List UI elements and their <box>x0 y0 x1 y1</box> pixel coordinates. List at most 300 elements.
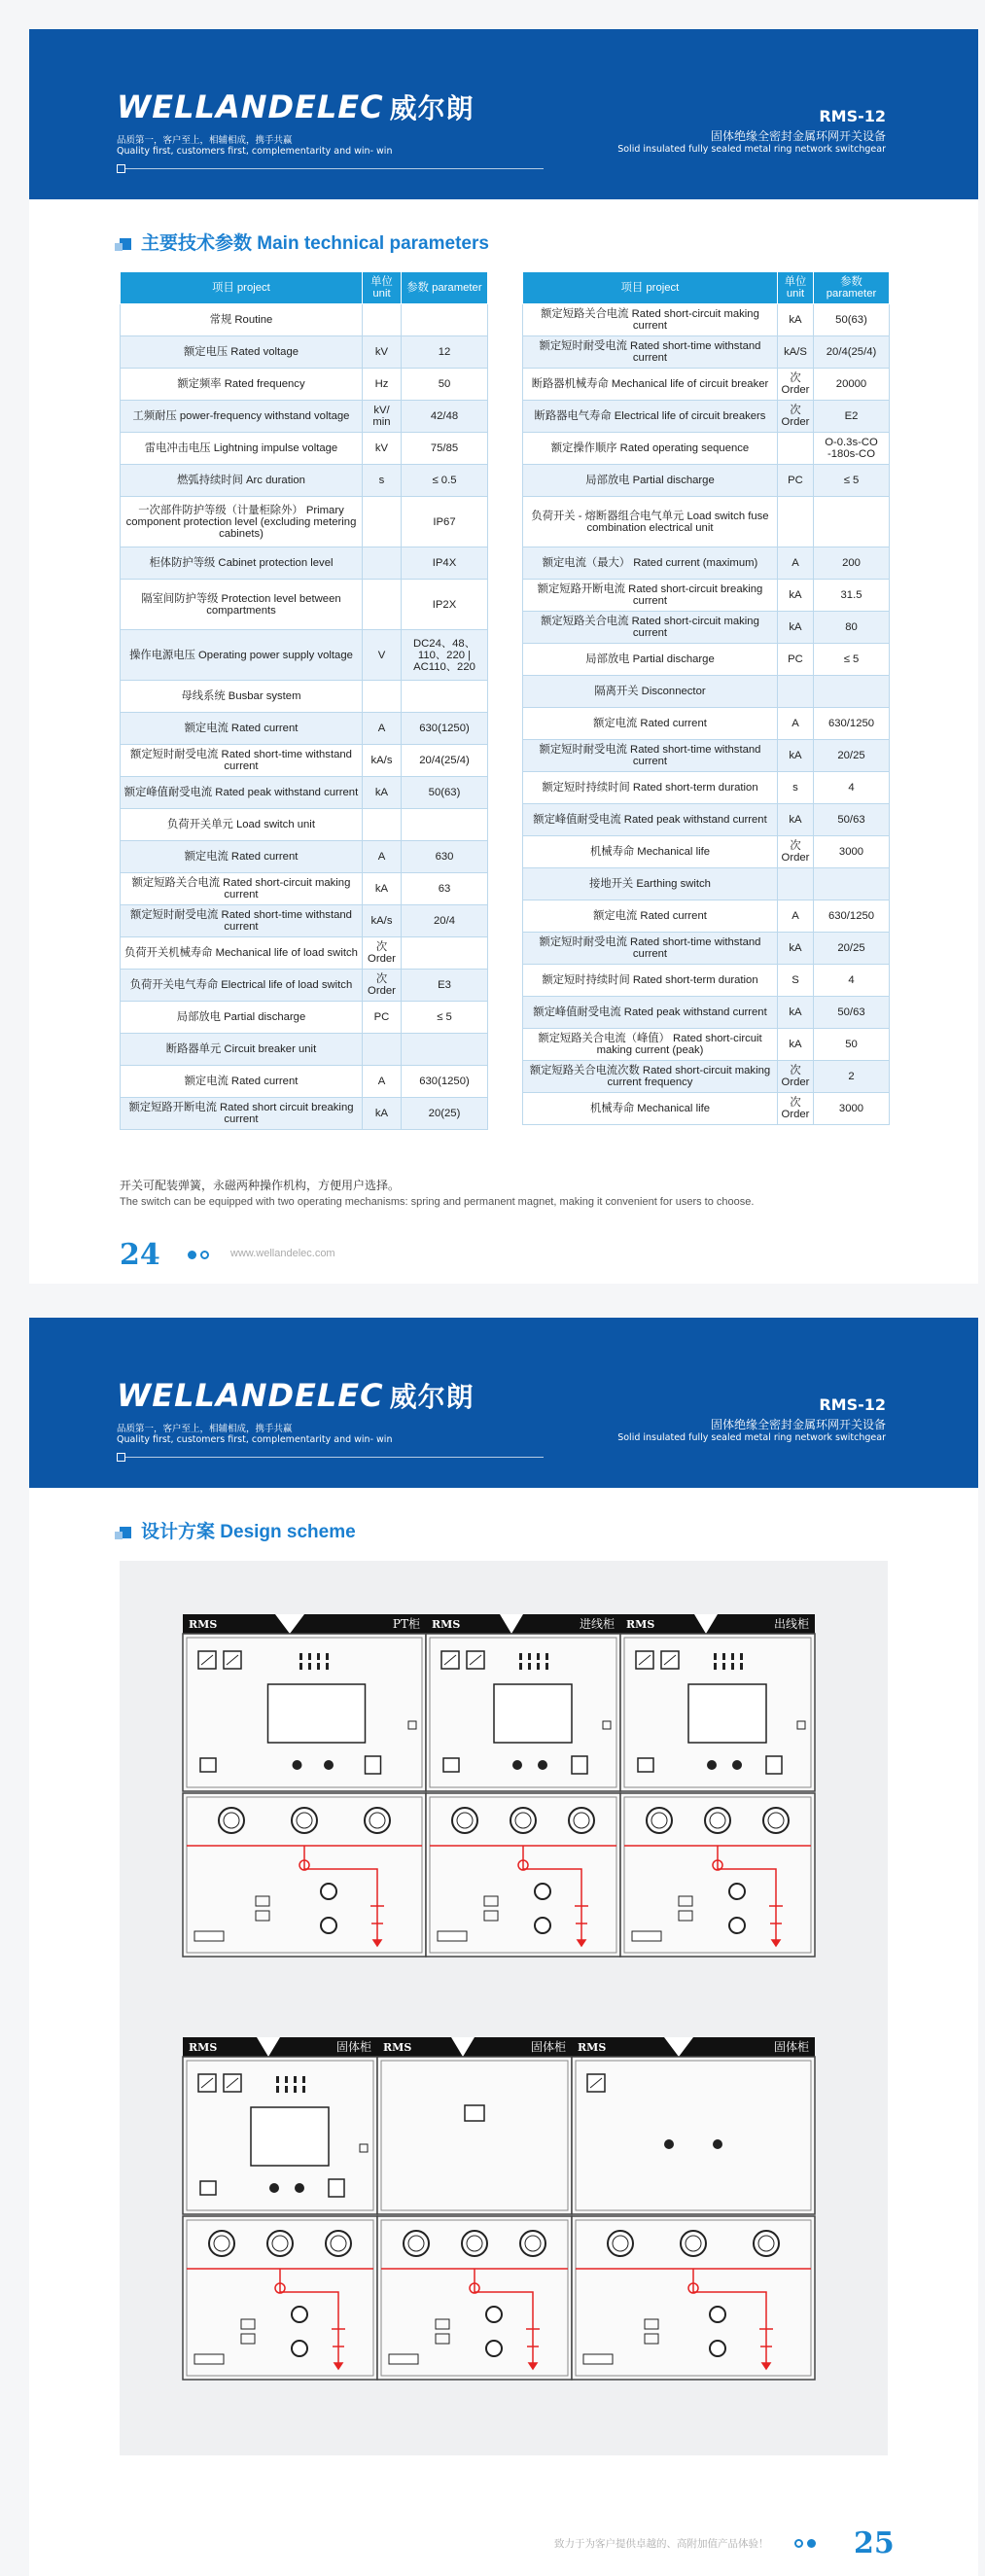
cell-unit: kV/ min <box>363 401 402 433</box>
cell-unit <box>363 304 402 336</box>
cell-parameter <box>402 681 488 713</box>
cabinet <box>183 1614 426 1957</box>
cell-parameter: 630(1250) <box>402 1066 488 1098</box>
cell-parameter: 50 <box>814 1029 890 1061</box>
cell-project: 负荷开关 - 熔断器组合电气单元 Load switch fuse combination electrical unit <box>523 497 778 547</box>
nameplate <box>438 1931 467 1941</box>
col-header-unit: 单位 unit <box>778 272 814 304</box>
cell-project: 额定短路关合电流次数 Rated short-circuit making current frequency <box>523 1061 778 1093</box>
cell-project: 断路器电气寿命 Electrical life of circuit breakers <box>523 401 778 433</box>
cell-unit: s <box>363 465 402 497</box>
cell-parameter: E2 <box>814 401 890 433</box>
cell-project: 额定短路关合电流 Rated short-circuit making current <box>523 304 778 336</box>
cell-project: 额定短时持续时间 Rated short-term duration <box>523 965 778 997</box>
indicator-light <box>722 1653 725 1660</box>
header-banner <box>29 29 978 199</box>
cell-project: 额定短时耐受电流 Rated short-time withstand current <box>523 933 778 965</box>
cell-parameter <box>402 809 488 841</box>
table-row <box>523 497 890 547</box>
cell-unit: 次 Order <box>363 937 402 970</box>
knob-icon <box>486 2341 502 2356</box>
selector-icon <box>766 1756 782 1774</box>
cell-parameter: IP4X <box>402 547 488 580</box>
switch-icon <box>200 1758 216 1772</box>
cell-parameter: 20/4(25/4) <box>814 336 890 369</box>
brand-name: WELLANDELEC <box>117 1377 384 1414</box>
cell-parameter: 630/1250 <box>814 900 890 933</box>
bushing-icon <box>705 1808 730 1833</box>
cell-unit: A <box>778 900 814 933</box>
cell-unit: A <box>363 713 402 745</box>
table-row <box>121 970 488 1002</box>
cell-project: 额定短时耐受电流 Rated short-time withstand current <box>523 740 778 772</box>
cell-parameter: 3000 <box>814 836 890 868</box>
brand-name: WELLANDELEC <box>117 88 384 125</box>
indicator-light <box>519 1663 522 1670</box>
cell-unit: A <box>363 1066 402 1098</box>
cell-unit: A <box>778 547 814 580</box>
cell-project: 额定电流 Rated current <box>121 841 363 873</box>
table-row <box>523 772 890 804</box>
cell-project: 母线系统 Busbar system <box>121 681 363 713</box>
indicator-light <box>731 1663 734 1670</box>
cell-parameter: 20/4 <box>402 905 488 937</box>
table-row <box>523 369 890 401</box>
cell-project: 额定电流 Rated current <box>523 708 778 740</box>
cabinet-brand: RMS <box>578 2041 607 2054</box>
cell-unit <box>363 580 402 630</box>
table-row <box>523 836 890 868</box>
bushing-icon <box>681 2231 706 2256</box>
cell-parameter: IP67 <box>402 497 488 547</box>
button-icon <box>293 1760 302 1770</box>
page-dots-icon <box>188 1251 209 1259</box>
indicator-light <box>537 1663 540 1670</box>
cell-parameter: 4 <box>814 965 890 997</box>
bushing-icon <box>452 1808 477 1833</box>
cell-unit: s <box>778 772 814 804</box>
cabinet-title: 固体柜 <box>530 2040 566 2054</box>
cell-project: 额定峰值耐受电流 Rated peak withstand current <box>121 777 363 809</box>
indicator-light <box>326 1663 329 1670</box>
section-marker-icon <box>120 238 131 250</box>
cell-project: 额定短路关合电流（峰值） Rated short-circuit making current (peak) <box>523 1029 778 1061</box>
page-number: 25 <box>854 2526 895 2560</box>
table-row <box>121 497 488 547</box>
cell-unit <box>778 433 814 465</box>
table-row <box>523 997 890 1029</box>
col-header-parameter: 参数 parameter <box>814 272 890 304</box>
indicator-light <box>740 1653 743 1660</box>
indicator-light <box>285 2086 288 2093</box>
knob-icon <box>321 1884 336 1899</box>
cell-parameter: DC24、48、110、220 | AC110、220 <box>402 630 488 681</box>
knob-icon <box>729 1918 745 1933</box>
cell-unit: kA <box>778 580 814 612</box>
bushing-icon <box>462 2231 487 2256</box>
button-icon <box>713 2139 722 2149</box>
cell-parameter: 75/85 <box>402 433 488 465</box>
knob-icon <box>535 1884 550 1899</box>
cabinet-brand: RMS <box>432 1618 461 1631</box>
cabinet-brand: RMS <box>189 2041 218 2054</box>
cell-unit: kA <box>778 997 814 1029</box>
cell-unit <box>363 681 402 713</box>
cell-unit: kA <box>363 1098 402 1130</box>
cell-unit <box>363 547 402 580</box>
section-title-text: 主要技术参数 Main technical parameters <box>141 233 489 254</box>
switch-icon <box>443 1758 459 1772</box>
table-row <box>121 630 488 681</box>
cell-project: 额定短路开断电流 Rated short-circuit breaking current <box>523 580 778 612</box>
knob-icon <box>729 1884 745 1899</box>
cabinet <box>183 2037 377 2380</box>
note-en: The switch can be equipped with two operating mechanisms: spring and permanent magnet, making it convenient for users to choose. <box>120 1196 755 1208</box>
cell-unit: A <box>363 841 402 873</box>
cell-unit <box>778 868 814 900</box>
cell-parameter: 3000 <box>814 1093 890 1125</box>
brand-logo <box>117 88 475 126</box>
knob-icon <box>321 1918 336 1933</box>
cell-project: 负荷开关单元 Load switch unit <box>121 809 363 841</box>
table-row <box>523 740 890 772</box>
section-title <box>120 1517 356 1543</box>
cell-unit <box>778 497 814 547</box>
cell-parameter <box>814 497 890 547</box>
table-row <box>121 580 488 630</box>
switch-icon <box>638 1758 653 1772</box>
indicator-light <box>537 1653 540 1660</box>
model-name-cn: 固体绝缘全密封金属环网开关设备 <box>710 129 886 143</box>
cell-parameter: 630 <box>402 841 488 873</box>
cell-parameter: 20/4(25/4) <box>402 745 488 777</box>
cell-unit <box>363 1034 402 1066</box>
table-row <box>121 873 488 905</box>
section-marker-icon <box>120 1527 131 1538</box>
cell-project: 常规 Routine <box>121 304 363 336</box>
display-panel <box>494 1684 572 1743</box>
cell-unit: PC <box>363 1002 402 1034</box>
cell-unit <box>363 809 402 841</box>
bushing-icon <box>267 2231 293 2256</box>
table-row <box>523 304 890 336</box>
website-link[interactable]: www.wellandelec.com <box>230 1248 335 1259</box>
table-row <box>121 1002 488 1034</box>
switchgear-drawing <box>120 1561 888 2455</box>
cell-project: 额定电流 Rated current <box>523 900 778 933</box>
indicator-light <box>308 1653 311 1660</box>
cell-project: 工频耐压 power-frequency withstand voltage <box>121 401 363 433</box>
bushing-icon <box>569 1808 594 1833</box>
cell-project: 雷电冲击电压 Lightning impulse voltage <box>121 433 363 465</box>
cell-parameter: 31.5 <box>814 580 890 612</box>
table-row <box>121 777 488 809</box>
table-row <box>523 336 890 369</box>
indicator-light <box>317 1653 320 1660</box>
cell-project: 额定短时耐受电流 Rated short-time withstand current <box>523 336 778 369</box>
cell-parameter: ≤ 0.5 <box>402 465 488 497</box>
cell-parameter: 50/63 <box>814 804 890 836</box>
bushing-icon <box>404 2231 429 2256</box>
table-row <box>523 1029 890 1061</box>
nameplate <box>583 2354 613 2364</box>
bushing-icon <box>326 2231 351 2256</box>
indicator-light <box>276 2076 279 2083</box>
page-25 <box>29 1318 978 2576</box>
table-row <box>121 547 488 580</box>
cell-unit: 次 Order <box>778 369 814 401</box>
cell-parameter: 63 <box>402 873 488 905</box>
display-panel <box>251 2107 329 2166</box>
cabinet-brand: RMS <box>383 2041 412 2054</box>
model-number: RMS-12 <box>819 107 886 125</box>
indicator-light <box>294 2086 297 2093</box>
cell-project: 额定短时持续时间 Rated short-term duration <box>523 772 778 804</box>
cell-project: 机械寿命 Mechanical life <box>523 1093 778 1125</box>
cell-project: 额定电压 Rated voltage <box>121 336 363 369</box>
cabinet <box>572 2037 815 2380</box>
table-row <box>121 336 488 369</box>
indicator-light <box>276 2086 279 2093</box>
bushing-icon <box>520 2231 545 2256</box>
section-title <box>120 229 489 255</box>
section-title-text: 设计方案 Design scheme <box>141 1522 356 1542</box>
cell-project: 隔离开关 Disconnector <box>523 676 778 708</box>
table-row <box>121 809 488 841</box>
cell-parameter: ≤ 5 <box>814 465 890 497</box>
cell-parameter: 80 <box>814 612 890 644</box>
button-icon <box>269 2183 279 2193</box>
indicator-light <box>302 2086 305 2093</box>
cell-project: 机械寿命 Mechanical life <box>523 836 778 868</box>
cell-unit: kA <box>363 777 402 809</box>
decor-square <box>117 1453 125 1462</box>
cell-unit: PC <box>778 465 814 497</box>
col-header-parameter: 参数 parameter <box>402 272 488 304</box>
decor-line <box>125 168 544 169</box>
cell-project: 断路器机械寿命 Mechanical life of circuit breaker <box>523 369 778 401</box>
table-row <box>523 708 890 740</box>
indicator-light <box>285 2076 288 2083</box>
indicator-light <box>722 1663 725 1670</box>
cell-unit: kA <box>778 304 814 336</box>
model-name-en: Solid insulated fully sealed metal ring network switchgear <box>617 144 886 155</box>
upper-compartment <box>572 2057 815 2214</box>
cell-parameter: 12 <box>402 336 488 369</box>
table-row <box>121 401 488 433</box>
cell-parameter: 630/1250 <box>814 708 890 740</box>
table-row <box>523 580 890 612</box>
cell-project: 接地开关 Earthing switch <box>523 868 778 900</box>
page-number: 24 <box>120 1238 160 1272</box>
indicator-light <box>299 1663 302 1670</box>
header-banner <box>29 1318 978 1488</box>
cell-parameter <box>402 1034 488 1066</box>
nameplate <box>632 1931 661 1941</box>
cell-unit: kV <box>363 433 402 465</box>
table-row <box>121 1034 488 1066</box>
table-row <box>121 304 488 336</box>
indicator-light <box>545 1663 548 1670</box>
cell-parameter <box>814 868 890 900</box>
brand-logo <box>117 1376 475 1415</box>
indicator-light <box>545 1653 548 1660</box>
cell-unit: kA/s <box>363 745 402 777</box>
model-name-en: Solid insulated fully sealed metal ring network switchgear <box>617 1432 886 1443</box>
table-row <box>121 1066 488 1098</box>
cell-parameter: 50 <box>402 369 488 401</box>
cell-project: 额定频率 Rated frequency <box>121 369 363 401</box>
cell-unit: A <box>778 708 814 740</box>
cell-unit: kA <box>778 740 814 772</box>
table-row <box>523 965 890 997</box>
cell-project: 局部放电 Partial discharge <box>121 1002 363 1034</box>
table-row <box>523 465 890 497</box>
cabinet-title: 固体柜 <box>773 2040 809 2054</box>
slogan-en: Quality first, customers first, complementarity and win- win <box>117 146 393 157</box>
cell-unit: 次 Order <box>778 836 814 868</box>
selector-icon <box>329 2179 344 2197</box>
bushing-icon <box>209 2231 234 2256</box>
cell-unit: kA/S <box>778 336 814 369</box>
table-row <box>121 433 488 465</box>
table-row <box>523 900 890 933</box>
cell-project: 额定短路开断电流 Rated short circuit breaking current <box>121 1098 363 1130</box>
cell-parameter: 50(63) <box>814 304 890 336</box>
cell-unit: kA <box>778 933 814 965</box>
button-icon <box>324 1760 334 1770</box>
cell-unit: V <box>363 630 402 681</box>
cabinet <box>377 2037 572 2380</box>
cell-unit: kV <box>363 336 402 369</box>
table-row <box>523 1093 890 1125</box>
indicator-light <box>731 1653 734 1660</box>
cell-unit: kA <box>778 612 814 644</box>
knob-icon <box>710 2307 725 2322</box>
cell-parameter: 200 <box>814 547 890 580</box>
cell-unit: kA <box>778 1029 814 1061</box>
display-panel <box>268 1684 366 1743</box>
cabinet-header <box>183 1614 426 1634</box>
nameplate <box>194 2354 224 2364</box>
cabinet-brand: RMS <box>626 1618 655 1631</box>
table-row <box>121 713 488 745</box>
cell-parameter: 20(25) <box>402 1098 488 1130</box>
cell-unit: 次 Order <box>778 401 814 433</box>
cell-parameter: 42/48 <box>402 401 488 433</box>
table-row <box>121 841 488 873</box>
slogan-cn: 品质第一，客户至上，相辅相成，携手共赢 <box>117 135 293 146</box>
cell-parameter: 2 <box>814 1061 890 1093</box>
cell-unit <box>778 676 814 708</box>
table-row <box>523 644 890 676</box>
cell-project: 额定电流（最大） Rated current (maximum) <box>523 547 778 580</box>
bushing-icon <box>754 2231 779 2256</box>
indicator-light <box>528 1663 531 1670</box>
cell-parameter: 630(1250) <box>402 713 488 745</box>
table-row <box>121 369 488 401</box>
table-row <box>523 933 890 965</box>
bushing-icon <box>608 2231 633 2256</box>
col-header-project: 项目 project <box>523 272 778 304</box>
button-icon <box>538 1760 547 1770</box>
cell-parameter <box>814 676 890 708</box>
cell-parameter: 20/25 <box>814 933 890 965</box>
cell-parameter <box>402 304 488 336</box>
table-row <box>121 745 488 777</box>
cabinet-title: 出线柜 <box>773 1617 809 1631</box>
cell-project: 额定峰值耐受电流 Rated peak withstand current <box>523 804 778 836</box>
nameplate <box>194 1931 224 1941</box>
cell-parameter: 20/25 <box>814 740 890 772</box>
cell-parameter: O-0.3s-CO -180s-CO <box>814 433 890 465</box>
table-row <box>523 676 890 708</box>
cell-parameter: E3 <box>402 970 488 1002</box>
bushing-icon <box>763 1808 789 1833</box>
selector-icon <box>572 1756 587 1774</box>
cell-project: 隔室间防护等级 Protection level between compartments <box>121 580 363 630</box>
table-row <box>121 681 488 713</box>
cell-project: 操作电源电压 Operating power supply voltage <box>121 630 363 681</box>
cell-project: 燃弧持续时间 Arc duration <box>121 465 363 497</box>
brand-name-cn: 威尔朗 <box>389 92 475 124</box>
selector-icon <box>366 1756 381 1774</box>
cabinet-title: 固体柜 <box>335 2040 371 2054</box>
indicator-light <box>299 1653 302 1660</box>
cell-parameter <box>402 937 488 970</box>
switch-icon <box>465 2105 484 2121</box>
indicator-light <box>714 1653 717 1660</box>
cell-project: 一次部件防护等级（计量柜除外） Primary component protection level (excluding metering cabinets) <box>121 497 363 547</box>
knob-icon <box>486 2307 502 2322</box>
indicator-light <box>302 2076 305 2083</box>
cabinet <box>620 1614 815 1957</box>
button-icon <box>707 1760 717 1770</box>
bushing-icon <box>647 1808 672 1833</box>
spec-table-left <box>120 271 488 1130</box>
indicator-light <box>714 1663 717 1670</box>
button-icon <box>732 1760 742 1770</box>
bushing-icon <box>219 1808 244 1833</box>
cell-project: 断路器单元 Circuit breaker unit <box>121 1034 363 1066</box>
design-scheme-panel <box>120 1561 888 2455</box>
cell-project: 额定峰值耐受电流 Rated peak withstand current <box>523 997 778 1029</box>
cell-unit: 次 Order <box>778 1093 814 1125</box>
page-dots-icon <box>794 2539 816 2548</box>
cell-project: 额定短时耐受电流 Rated short-time withstand current <box>121 745 363 777</box>
slogan-en: Quality first, customers first, complementarity and win- win <box>117 1434 393 1445</box>
cell-project: 负荷开关电气寿命 Electrical life of load switch <box>121 970 363 1002</box>
cell-project: 局部放电 Partial discharge <box>523 644 778 676</box>
table-row <box>121 905 488 937</box>
table-row <box>523 433 890 465</box>
cell-unit: kA/s <box>363 905 402 937</box>
decor-line <box>125 1457 544 1458</box>
cabinet-title: PT柜 <box>392 1617 420 1631</box>
cell-parameter: 20000 <box>814 369 890 401</box>
indicator-light <box>326 1653 329 1660</box>
model-name-cn: 固体绝缘全密封金属环网开关设备 <box>710 1418 886 1431</box>
cell-unit <box>363 497 402 547</box>
table-row <box>523 547 890 580</box>
nameplate <box>389 2354 418 2364</box>
page-24 <box>29 29 978 1284</box>
indicator-light <box>519 1653 522 1660</box>
cell-parameter: IP2X <box>402 580 488 630</box>
indicator-light <box>294 2076 297 2083</box>
cell-unit: 次 Order <box>363 970 402 1002</box>
cell-parameter: 50(63) <box>402 777 488 809</box>
